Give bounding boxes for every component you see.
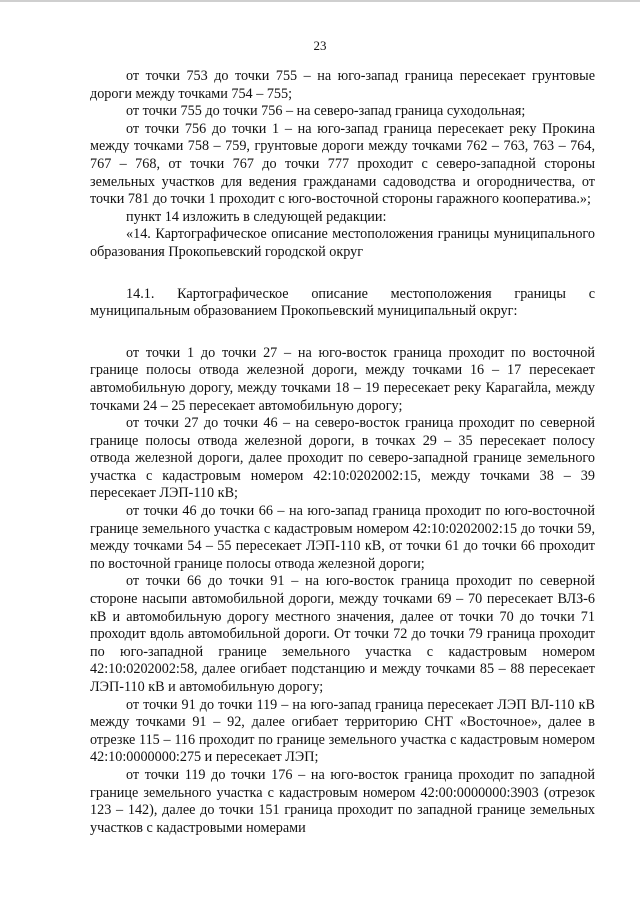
spacer xyxy=(90,262,595,286)
paragraph: от точки 755 до точки 756 – на северо-запад граница суходольная; xyxy=(126,103,526,120)
section-heading: «14. Картографическое описание местоположения границы муниципального образования Прокопьевский городской округ xyxy=(90,226,595,260)
subsection-heading: 14.1. Картографическое описание местоположения границы с муниципальным образованием Прокопьевский муниципальный округ: xyxy=(90,285,595,320)
paragraph: от точки 66 до точки 91 – на юго-восток граница проходит по северной стороне насыпи автомобильной дороги, между точками 69 – 70 пересекает ВЛЗ-6 кВ и автомобильную дорогу местного значения, далее от точки 70 до точки 71 проходит вдоль автомобильной дороги. От точки 72 до точки 79 граница проходит по юго-западной границе земельного участка с кадастровым номером 42:10:0202002:58, далее огибает подстанцию и между точками 85 – 88 пересекает ЛЭП-110 кВ и автомобильную дорогу; xyxy=(90,573,595,695)
paragraph: пункт 14 изложить в следующей редакции: xyxy=(126,208,387,225)
paragraph: от точки 46 до точки 66 – на юго-запад граница проходит по юго-восточной границе земельного участка с кадастровым номером 42:10:0202002:15 до точки 59, между точками 54 – 55 пересекает ЛЭП-110 кВ, от точки 61 до точки 66 проходит по восточной границе полосы отвода железной дороги; xyxy=(90,503,595,572)
document-body xyxy=(90,68,595,837)
paragraph: от точки 1 до точки 27 – на юго-восток граница проходит по восточной границе полосы отвода железной дороги, между точками 16 – 17 пересекает автомобильную дорогу, между точками 18 – 19 пересекает реку Карагайла, между точками 24 – 25 пересекает автомобильную дорогу; xyxy=(90,344,595,414)
paragraph: от точки 91 до точки 119 – на юго-запад граница пересекает ЛЭП ВЛ-110 кВ между точками 91 – 92, далее огибает территорию СНТ «Восточное», далее в отрезке 115 – 116 проходит по границе земельного участка с кадастровым номером 42:10:0000000:275 и пересекает ЛЭП; xyxy=(90,696,595,766)
top-divider xyxy=(0,0,640,2)
spacer xyxy=(90,321,595,345)
paragraph: от точки 119 до точки 176 – на юго-восток граница проходит по западной границе земельного участка с кадастровым номером 42:00:0000000:3903 (отрезок 123 – 142), далее до точки 151 граница проходит по западной границе земельных участков с кадастровыми номерами xyxy=(90,766,595,836)
paragraph: от точки 753 до точки 755 – на юго-запад граница пересекает грунтовые дороги между точками 754 – 755; xyxy=(90,68,595,102)
paragraph: от точки 756 до точки 1 – на юго-запад граница пересекает реку Прокина между точками 758 – 759, грунтовые дороги между точками 762 – 763, 763 – 764, 767 – 768, от точки 767 до точки 777 проходит с северо-западной стороны земельных участков для ведения гражданами садоводства и огородничества, от точки 781 до точки 1 проходит с юго-восточной стороны гаражного кооператива.»; xyxy=(90,120,595,208)
page-number: 23 xyxy=(313,38,327,53)
paragraph: от точки 27 до точки 46 – на северо-восток граница проходит по северной границе полосы отвода железной дороги, в точках 29 – 35 пересекает полосу отвода железной дороги, далее проходит по северо-западной границе земельного участка с кадастровым номером 42:10:0202002:15, между точками 38 – 39 пересекает ЛЭП-110 кВ; xyxy=(90,415,595,502)
